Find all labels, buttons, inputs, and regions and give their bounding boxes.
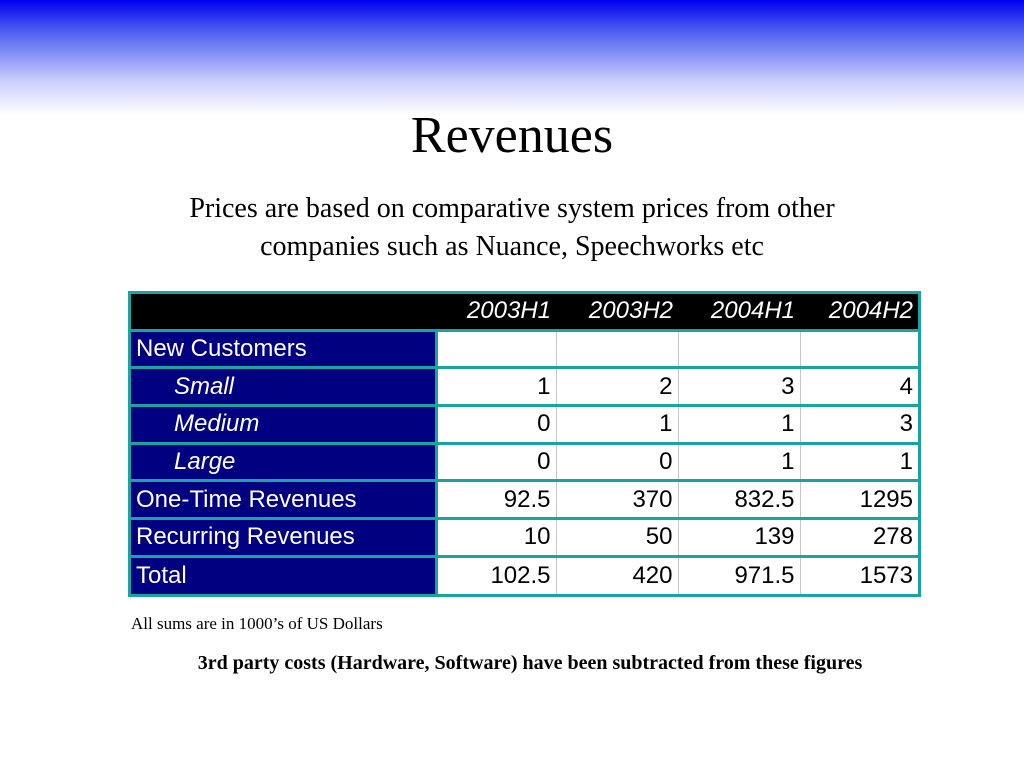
table-cell: 0 xyxy=(556,443,678,481)
table-cell: 3 xyxy=(678,368,800,406)
table-cell: 1 xyxy=(556,405,678,443)
table-cell: 1 xyxy=(678,405,800,443)
table-cell: 1 xyxy=(436,368,556,406)
column-header: 2004H2 xyxy=(800,294,918,330)
currency-note: All sums are in 1000’s of US Dollars xyxy=(131,614,383,633)
column-header: 2003H1 xyxy=(436,294,556,330)
table-cell xyxy=(436,330,556,368)
footer-note: 3rd party costs (Hardware, Software) have been subtracted from these figures xyxy=(197,652,863,674)
table-cell: 1573 xyxy=(800,556,918,594)
table-cell: 370 xyxy=(556,481,678,519)
row-label: Medium xyxy=(131,405,436,443)
row-label: One-Time Revenues xyxy=(131,481,436,519)
table-cell: 832.5 xyxy=(678,481,800,519)
table-cell: 971.5 xyxy=(678,556,800,594)
row-label: Large xyxy=(131,443,436,481)
table-cell: 0 xyxy=(436,405,556,443)
revenue-table xyxy=(131,294,918,594)
table-cell xyxy=(800,330,918,368)
row-label: Small xyxy=(131,368,436,406)
table-cell: 102.5 xyxy=(436,556,556,594)
table-cell: 1 xyxy=(678,443,800,481)
table-cell xyxy=(678,330,800,368)
slide-subtitle xyxy=(80,190,944,266)
subtitle-line-1: Prices are based on comparative system prices from other xyxy=(189,193,835,224)
table-row-large xyxy=(131,443,918,481)
table-row-new-customers xyxy=(131,330,918,368)
table-row-total xyxy=(131,556,918,594)
row-label: Total xyxy=(131,556,436,594)
table-cell: 278 xyxy=(800,519,918,557)
table-header-row xyxy=(131,294,918,330)
revenue-table-frame xyxy=(128,291,921,597)
subtitle-line-2: companies such as Nuance, Speechworks etc xyxy=(260,231,764,262)
table-cell: 0 xyxy=(436,443,556,481)
table-cell: 3 xyxy=(800,405,918,443)
table-row-one-time-revenues xyxy=(131,481,918,519)
table-cell: 4 xyxy=(800,368,918,406)
table-cell: 10 xyxy=(436,519,556,557)
table-row-medium xyxy=(131,405,918,443)
table-cell xyxy=(556,330,678,368)
table-cell: 2 xyxy=(556,368,678,406)
table-cell: 50 xyxy=(556,519,678,557)
row-label: New Customers xyxy=(131,330,436,368)
table-cell: 420 xyxy=(556,556,678,594)
table-cell: 1 xyxy=(800,443,918,481)
table-row-recurring-revenues xyxy=(131,519,918,557)
table-row-small xyxy=(131,368,918,406)
table-header-corner xyxy=(131,294,436,330)
row-label: Recurring Revenues xyxy=(131,519,436,557)
slide-title: Revenues xyxy=(410,107,614,164)
column-header: 2004H1 xyxy=(678,294,800,330)
column-header: 2003H2 xyxy=(556,294,678,330)
table-cell: 92.5 xyxy=(436,481,556,519)
table-cell: 139 xyxy=(678,519,800,557)
table-cell: 1295 xyxy=(800,481,918,519)
